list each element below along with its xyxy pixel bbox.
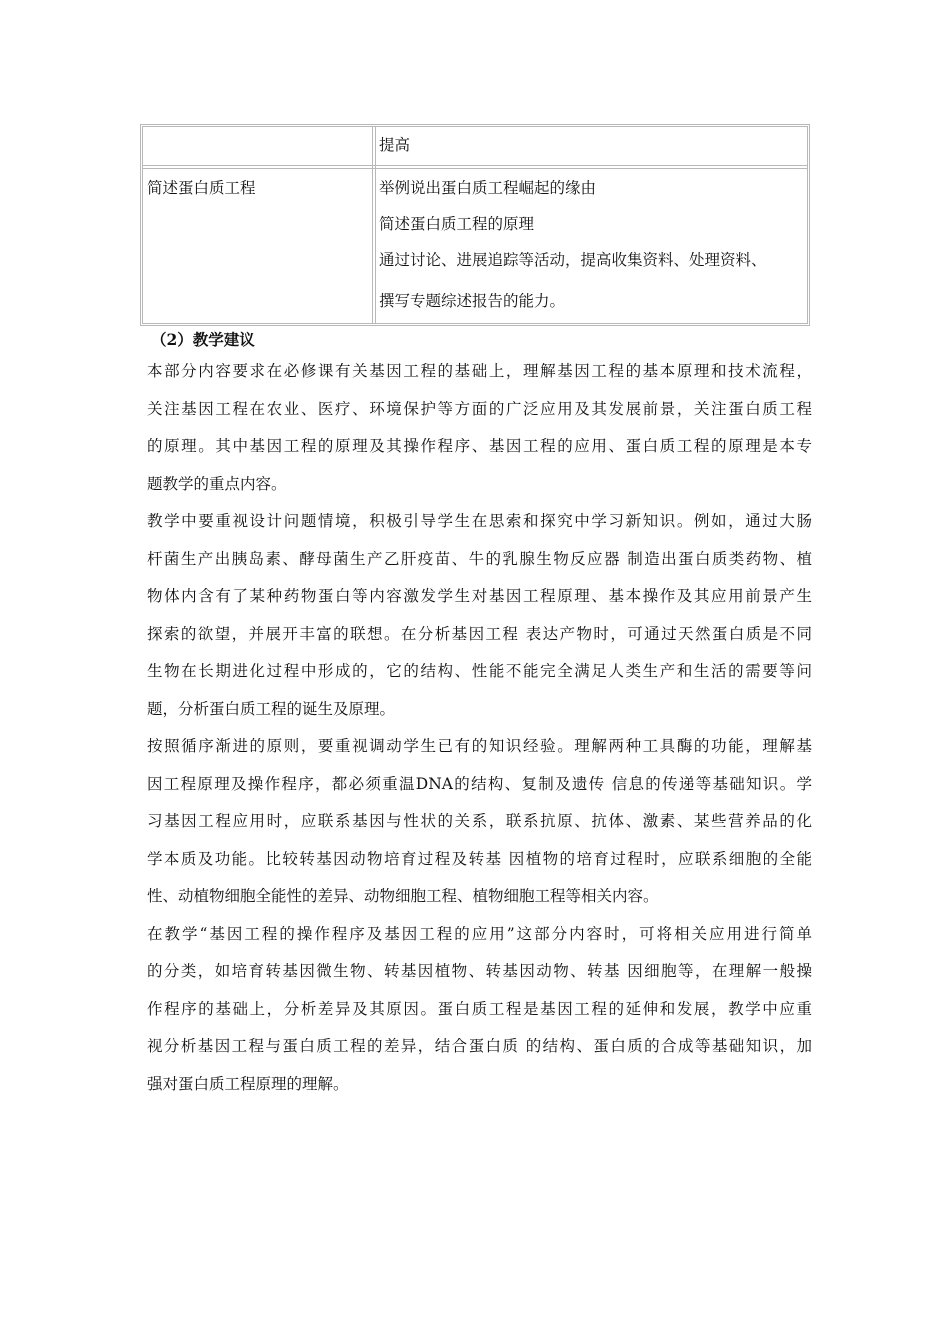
text-line: 视分析基因工程与蛋白质工程的差异，结合蛋白质 的结构、蛋白质的合成等基础知识，加 <box>147 1037 812 1055</box>
text-line: 题教学的重点内容。 <box>147 474 287 493</box>
objective-line: 通过讨论、进展追踪等活动，提高收集资料、处理资料、 <box>379 251 767 269</box>
table-row-divider <box>143 165 807 169</box>
text-line: 杆菌生产出胰岛素、酵母菌生产乙肝疫苗、牛的乳腺生物反应器 制造出蛋白质类药物、植 <box>147 549 812 568</box>
paragraph <box>147 924 812 1112</box>
text-line: 生物在长期进化过程中形成的，它的结构、性能不能完全满足人类生产和生活的需要等问 <box>147 662 812 680</box>
text-line: 作程序的基础上，分析差异及其原因。蛋白质工程是基因工程的延伸和发展，教学中应重 <box>147 999 812 1018</box>
text-line: 的原理。其中基因工程的原理及其操作程序、基因工程的应用、蛋白质工程的原理是本专 <box>147 437 812 455</box>
objective-line: 撰写专题综述报告的能力。 <box>379 292 566 310</box>
objective-line: 简述蛋白质工程的原理 <box>379 215 535 233</box>
table-header-cell: 提高 <box>379 136 411 154</box>
text-line: 性、动植物细胞全能性的差异、动物细胞工程、植物细胞工程等相关内容。 <box>147 887 659 905</box>
text-line: 本部分内容要求在必修课有关基因工程的基础上，理解基因工程的基本原理和技术流程， <box>147 362 812 380</box>
text-line: 探索的欲望，并展开丰富的联想。在分析基因工程 表达产物时，可通过天然蛋白质是不同 <box>147 624 812 643</box>
text-line: 的分类，如培育转基因微生物、转基因植物、转基因动物、转基 因细胞等，在理解一般操 <box>147 962 812 980</box>
text-line: 强对蛋白质工程原理的理解。 <box>147 1074 349 1093</box>
text-line: 教学中要重视设计问题情境，积极引导学生在思索和探究中学习新知识。例如，通过大肠 <box>147 512 812 530</box>
section-heading: （2）教学建议 <box>151 330 255 349</box>
paragraph <box>147 361 812 511</box>
table-column-divider <box>372 127 376 323</box>
objective-line: 举例说出蛋白质工程崛起的缘由 <box>379 179 597 197</box>
text-line: 按照循序渐进的原则，要重视调动学生已有的知识经验。理解两种工具酶的功能，理解基 <box>147 737 812 755</box>
text-line: 学本质及功能。比较转基因动物培育过程及转基 因植物的培育过程时，应联系细胞的全能 <box>147 849 812 868</box>
text-line: 关注基因工程在农业、医疗、环境保护等方面的广泛应用及其发展前景，关注蛋白质工程 <box>147 399 812 418</box>
body-text <box>147 361 812 1111</box>
text-line: 在教学“基因工程的操作程序及基因工程的应用”这部分内容时，可将相关应用进行简单 <box>147 924 812 943</box>
text-line: 习基因工程应用时，应联系基因与性状的关系，联系抗原、抗体、激素、某些营养品的化 <box>147 812 812 830</box>
text-line: 因工程原理及操作程序，都必须重温DNA的结构、复制及遗传 信息的传递等基础知识。学 <box>147 774 812 793</box>
text-line: 题，分析蛋白质工程的诞生及原理。 <box>147 699 396 718</box>
table-topic-cell: 简述蛋白质工程 <box>147 179 256 197</box>
text-line: 物体内含有了某种药物蛋白等内容激发学生对基因工程原理、基本操作及其应用前景产生 <box>147 587 812 605</box>
objectives-table <box>140 124 810 326</box>
paragraph <box>147 511 812 736</box>
paragraph <box>147 736 812 924</box>
table-objectives-cell <box>379 178 767 327</box>
